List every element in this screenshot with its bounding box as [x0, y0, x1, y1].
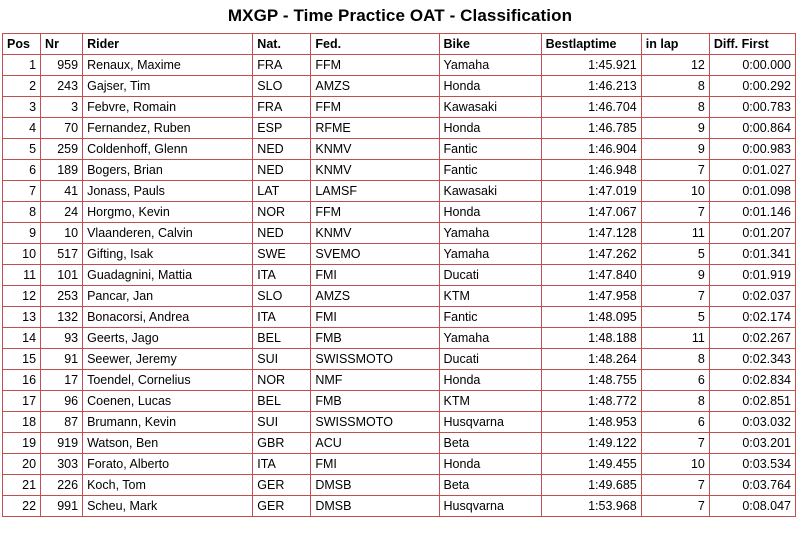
table-row	[3, 55, 796, 76]
table-row	[3, 97, 796, 118]
cell-rider: Toendel, Cornelius	[83, 370, 253, 391]
cell-nr: 3	[41, 97, 83, 118]
cell-bike: Fantic	[439, 139, 541, 160]
cell-in-lap: 7	[641, 475, 709, 496]
cell-rider: Gajser, Tim	[83, 76, 253, 97]
cell-bike: Honda	[439, 76, 541, 97]
cell-bike: Husqvarna	[439, 412, 541, 433]
cell-nat: ITA	[253, 454, 311, 475]
cell-diff-first: 0:00.983	[709, 139, 795, 160]
cell-rider: Fernandez, Ruben	[83, 118, 253, 139]
cell-nat: FRA	[253, 55, 311, 76]
cell-nat: BEL	[253, 391, 311, 412]
cell-bike: KTM	[439, 286, 541, 307]
cell-nat: SUI	[253, 349, 311, 370]
cell-bike: Yamaha	[439, 328, 541, 349]
cell-bike: Ducati	[439, 265, 541, 286]
table-row	[3, 412, 796, 433]
cell-diff-first: 0:08.047	[709, 496, 795, 517]
table-row	[3, 454, 796, 475]
cell-nat: LAT	[253, 181, 311, 202]
cell-pos: 5	[3, 139, 41, 160]
cell-fed: AMZS	[311, 286, 439, 307]
table-row	[3, 139, 796, 160]
cell-diff-first: 0:03.032	[709, 412, 795, 433]
cell-rider: Horgmo, Kevin	[83, 202, 253, 223]
cell-bike: Husqvarna	[439, 496, 541, 517]
cell-fed: LAMSF	[311, 181, 439, 202]
cell-nr: 70	[41, 118, 83, 139]
cell-bike: Kawasaki	[439, 181, 541, 202]
cell-in-lap: 8	[641, 97, 709, 118]
cell-in-lap: 7	[641, 286, 709, 307]
cell-diff-first: 0:01.207	[709, 223, 795, 244]
cell-nr: 303	[41, 454, 83, 475]
cell-rider: Koch, Tom	[83, 475, 253, 496]
cell-fed: KNMV	[311, 223, 439, 244]
cell-nat: NOR	[253, 370, 311, 391]
cell-bike: Yamaha	[439, 55, 541, 76]
cell-bestlaptime: 1:49.455	[541, 454, 641, 475]
cell-in-lap: 6	[641, 370, 709, 391]
cell-diff-first: 0:01.341	[709, 244, 795, 265]
cell-rider: Coldenhoff, Glenn	[83, 139, 253, 160]
cell-nr: 96	[41, 391, 83, 412]
cell-diff-first: 0:02.343	[709, 349, 795, 370]
cell-nr: 87	[41, 412, 83, 433]
column-header-in-lap: in lap	[641, 34, 709, 55]
cell-nat: FRA	[253, 97, 311, 118]
cell-nr: 132	[41, 307, 83, 328]
table-row	[3, 307, 796, 328]
cell-rider: Renaux, Maxime	[83, 55, 253, 76]
table-body	[3, 55, 796, 517]
cell-in-lap: 9	[641, 118, 709, 139]
cell-nat: BEL	[253, 328, 311, 349]
cell-bestlaptime: 1:49.685	[541, 475, 641, 496]
cell-in-lap: 8	[641, 391, 709, 412]
table-row	[3, 370, 796, 391]
cell-bestlaptime: 1:47.019	[541, 181, 641, 202]
cell-pos: 16	[3, 370, 41, 391]
cell-bestlaptime: 1:46.904	[541, 139, 641, 160]
cell-nat: ITA	[253, 265, 311, 286]
column-header-diff-first: Diff. First	[709, 34, 795, 55]
cell-bike: Fantic	[439, 307, 541, 328]
cell-bestlaptime: 1:48.772	[541, 391, 641, 412]
cell-pos: 3	[3, 97, 41, 118]
cell-rider: Brumann, Kevin	[83, 412, 253, 433]
cell-nat: SLO	[253, 286, 311, 307]
cell-bike: KTM	[439, 391, 541, 412]
cell-pos: 8	[3, 202, 41, 223]
cell-nr: 93	[41, 328, 83, 349]
cell-fed: FMB	[311, 391, 439, 412]
cell-pos: 22	[3, 496, 41, 517]
cell-bike: Beta	[439, 433, 541, 454]
cell-diff-first: 0:02.037	[709, 286, 795, 307]
cell-bestlaptime: 1:47.262	[541, 244, 641, 265]
cell-nat: GER	[253, 496, 311, 517]
cell-fed: SWISSMOTO	[311, 412, 439, 433]
cell-pos: 11	[3, 265, 41, 286]
table-row	[3, 76, 796, 97]
classification-table	[2, 33, 796, 517]
cell-pos: 1	[3, 55, 41, 76]
cell-nat: SWE	[253, 244, 311, 265]
cell-pos: 2	[3, 76, 41, 97]
cell-in-lap: 7	[641, 202, 709, 223]
cell-bike: Beta	[439, 475, 541, 496]
cell-bestlaptime: 1:47.067	[541, 202, 641, 223]
cell-fed: FFM	[311, 202, 439, 223]
cell-pos: 12	[3, 286, 41, 307]
cell-nr: 517	[41, 244, 83, 265]
cell-diff-first: 0:00.000	[709, 55, 795, 76]
cell-diff-first: 0:01.919	[709, 265, 795, 286]
cell-rider: Forato, Alberto	[83, 454, 253, 475]
cell-pos: 21	[3, 475, 41, 496]
cell-pos: 7	[3, 181, 41, 202]
cell-pos: 4	[3, 118, 41, 139]
cell-nr: 991	[41, 496, 83, 517]
table-row	[3, 391, 796, 412]
cell-in-lap: 11	[641, 328, 709, 349]
cell-fed: FMI	[311, 454, 439, 475]
cell-pos: 15	[3, 349, 41, 370]
cell-diff-first: 0:02.174	[709, 307, 795, 328]
cell-fed: KNMV	[311, 160, 439, 181]
cell-nat: GBR	[253, 433, 311, 454]
cell-fed: NMF	[311, 370, 439, 391]
table-header	[3, 34, 796, 55]
table-header-row	[3, 34, 796, 55]
cell-fed: SWISSMOTO	[311, 349, 439, 370]
cell-bestlaptime: 1:47.128	[541, 223, 641, 244]
cell-fed: FMI	[311, 265, 439, 286]
column-header-bike: Bike	[439, 34, 541, 55]
cell-pos: 20	[3, 454, 41, 475]
cell-bestlaptime: 1:46.785	[541, 118, 641, 139]
cell-nr: 243	[41, 76, 83, 97]
cell-in-lap: 5	[641, 307, 709, 328]
cell-bike: Kawasaki	[439, 97, 541, 118]
column-header-fed: Fed.	[311, 34, 439, 55]
cell-nr: 101	[41, 265, 83, 286]
cell-rider: Gifting, Isak	[83, 244, 253, 265]
cell-fed: DMSB	[311, 496, 439, 517]
cell-fed: AMZS	[311, 76, 439, 97]
table-row	[3, 181, 796, 202]
cell-diff-first: 0:00.292	[709, 76, 795, 97]
cell-pos: 17	[3, 391, 41, 412]
page-title: MXGP - Time Practice OAT - Classification	[227, 6, 573, 25]
cell-diff-first: 0:01.027	[709, 160, 795, 181]
cell-in-lap: 7	[641, 433, 709, 454]
cell-bestlaptime: 1:53.968	[541, 496, 641, 517]
cell-nr: 253	[41, 286, 83, 307]
cell-bike: Fantic	[439, 160, 541, 181]
cell-in-lap: 5	[641, 244, 709, 265]
cell-bike: Honda	[439, 370, 541, 391]
cell-rider: Watson, Ben	[83, 433, 253, 454]
cell-nat: ITA	[253, 307, 311, 328]
cell-bike: Yamaha	[439, 244, 541, 265]
cell-rider: Bonacorsi, Andrea	[83, 307, 253, 328]
cell-in-lap: 7	[641, 160, 709, 181]
cell-fed: ACU	[311, 433, 439, 454]
cell-bestlaptime: 1:48.095	[541, 307, 641, 328]
cell-pos: 10	[3, 244, 41, 265]
table-row	[3, 118, 796, 139]
cell-rider: Seewer, Jeremy	[83, 349, 253, 370]
cell-nat: NOR	[253, 202, 311, 223]
cell-bestlaptime: 1:48.188	[541, 328, 641, 349]
cell-bestlaptime: 1:48.755	[541, 370, 641, 391]
table-row	[3, 160, 796, 181]
cell-nat: NED	[253, 139, 311, 160]
cell-nat: SUI	[253, 412, 311, 433]
cell-bestlaptime: 1:46.948	[541, 160, 641, 181]
cell-bestlaptime: 1:46.213	[541, 76, 641, 97]
cell-diff-first: 0:03.201	[709, 433, 795, 454]
column-header-bestlaptime: Bestlaptime	[541, 34, 641, 55]
cell-bestlaptime: 1:48.953	[541, 412, 641, 433]
cell-nr: 189	[41, 160, 83, 181]
cell-nr: 24	[41, 202, 83, 223]
column-header-nat: Nat.	[253, 34, 311, 55]
cell-rider: Coenen, Lucas	[83, 391, 253, 412]
cell-in-lap: 7	[641, 496, 709, 517]
cell-nat: NED	[253, 160, 311, 181]
cell-in-lap: 11	[641, 223, 709, 244]
cell-fed: SVEMO	[311, 244, 439, 265]
cell-diff-first: 0:01.098	[709, 181, 795, 202]
cell-nat: GER	[253, 475, 311, 496]
table-row	[3, 286, 796, 307]
table-row	[3, 328, 796, 349]
cell-nr: 919	[41, 433, 83, 454]
cell-in-lap: 8	[641, 76, 709, 97]
column-header-nr: Nr	[41, 34, 83, 55]
cell-nr: 41	[41, 181, 83, 202]
cell-bike: Honda	[439, 202, 541, 223]
cell-fed: FMB	[311, 328, 439, 349]
cell-in-lap: 9	[641, 139, 709, 160]
table-row	[3, 202, 796, 223]
column-header-pos: Pos	[3, 34, 41, 55]
cell-rider: Guadagnini, Mattia	[83, 265, 253, 286]
cell-nr: 91	[41, 349, 83, 370]
cell-rider: Jonass, Pauls	[83, 181, 253, 202]
table-row	[3, 244, 796, 265]
cell-diff-first: 0:01.146	[709, 202, 795, 223]
cell-in-lap: 10	[641, 181, 709, 202]
cell-fed: DMSB	[311, 475, 439, 496]
cell-diff-first: 0:00.864	[709, 118, 795, 139]
cell-rider: Bogers, Brian	[83, 160, 253, 181]
cell-fed: RFME	[311, 118, 439, 139]
cell-nr: 959	[41, 55, 83, 76]
cell-pos: 18	[3, 412, 41, 433]
cell-bestlaptime: 1:46.704	[541, 97, 641, 118]
cell-fed: KNMV	[311, 139, 439, 160]
cell-bestlaptime: 1:47.958	[541, 286, 641, 307]
cell-pos: 19	[3, 433, 41, 454]
cell-fed: FFM	[311, 97, 439, 118]
cell-rider: Geerts, Jago	[83, 328, 253, 349]
cell-bestlaptime: 1:49.122	[541, 433, 641, 454]
cell-pos: 6	[3, 160, 41, 181]
cell-rider: Scheu, Mark	[83, 496, 253, 517]
cell-in-lap: 8	[641, 349, 709, 370]
cell-bike: Ducati	[439, 349, 541, 370]
cell-diff-first: 0:02.851	[709, 391, 795, 412]
cell-fed: FMI	[311, 307, 439, 328]
table-row	[3, 433, 796, 454]
table-row	[3, 496, 796, 517]
cell-diff-first: 0:02.267	[709, 328, 795, 349]
cell-nat: SLO	[253, 76, 311, 97]
cell-bike: Yamaha	[439, 223, 541, 244]
table-row	[3, 223, 796, 244]
cell-bestlaptime: 1:45.921	[541, 55, 641, 76]
cell-pos: 9	[3, 223, 41, 244]
cell-bike: Honda	[439, 454, 541, 475]
cell-nr: 17	[41, 370, 83, 391]
cell-in-lap: 12	[641, 55, 709, 76]
cell-nr: 226	[41, 475, 83, 496]
table-row	[3, 349, 796, 370]
cell-pos: 13	[3, 307, 41, 328]
table-row	[3, 475, 796, 496]
cell-fed: FFM	[311, 55, 439, 76]
cell-nr: 10	[41, 223, 83, 244]
cell-bestlaptime: 1:48.264	[541, 349, 641, 370]
cell-rider: Vlaanderen, Calvin	[83, 223, 253, 244]
cell-rider: Pancar, Jan	[83, 286, 253, 307]
cell-in-lap: 9	[641, 265, 709, 286]
cell-bike: Honda	[439, 118, 541, 139]
cell-diff-first: 0:03.764	[709, 475, 795, 496]
cell-diff-first: 0:03.534	[709, 454, 795, 475]
cell-diff-first: 0:02.834	[709, 370, 795, 391]
cell-pos: 14	[3, 328, 41, 349]
cell-diff-first: 0:00.783	[709, 97, 795, 118]
cell-in-lap: 10	[641, 454, 709, 475]
cell-bestlaptime: 1:47.840	[541, 265, 641, 286]
cell-nat: ESP	[253, 118, 311, 139]
cell-nat: NED	[253, 223, 311, 244]
table-row	[3, 265, 796, 286]
column-header-rider: Rider	[83, 34, 253, 55]
cell-in-lap: 6	[641, 412, 709, 433]
cell-nr: 259	[41, 139, 83, 160]
cell-rider: Febvre, Romain	[83, 97, 253, 118]
